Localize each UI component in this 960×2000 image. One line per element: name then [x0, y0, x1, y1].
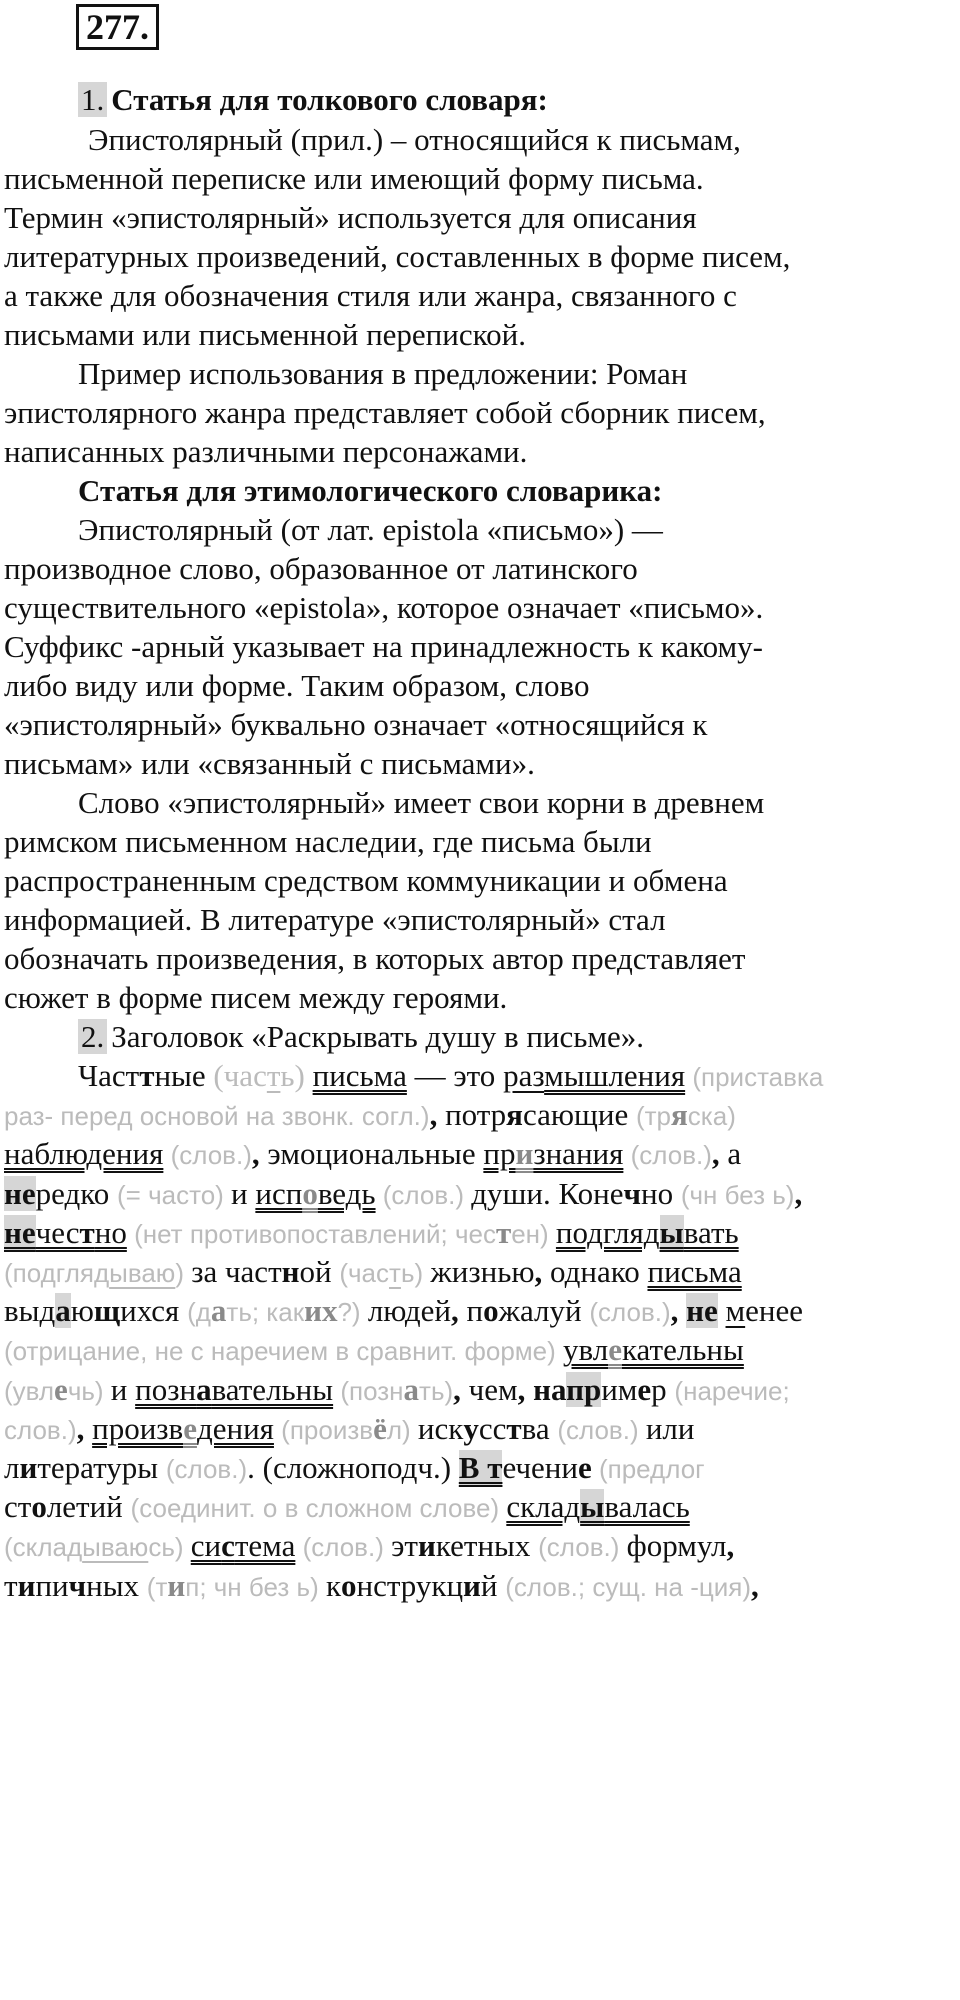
- dictionary-article-heading: Статья для толкового словаря:: [111, 82, 548, 117]
- text-segment: и: [417, 1410, 435, 1446]
- text-segment: сающие: [522, 1097, 636, 1133]
- text-segment: (слов.): [375, 1179, 472, 1210]
- text-segment: (слов.; сущ. на -ция): [505, 1571, 752, 1602]
- text-segment: т: [495, 1214, 512, 1250]
- text-segment: ,: [451, 1293, 467, 1329]
- text-segment: ,: [794, 1175, 803, 1211]
- text-segment: и: [19, 1450, 38, 1485]
- text-segment: ч: [623, 1175, 641, 1211]
- text-segment: хся: [136, 1293, 188, 1329]
- text-segment: щ: [93, 1293, 121, 1329]
- text-segment: я: [506, 1097, 523, 1133]
- text-segment: ы: [580, 1489, 605, 1525]
- text-segment: (слов.): [589, 1297, 671, 1328]
- text-segment: а: [210, 1293, 227, 1329]
- text-line: сюжет в форме писем между героями.: [4, 980, 508, 1015]
- text-segment: т: [506, 1410, 522, 1446]
- text-segment: на: [533, 1371, 567, 1407]
- text-segment: е: [54, 1371, 68, 1407]
- text-line: письменной переписке или имеющий форму письма.: [4, 161, 704, 196]
- text-segment: подгляд: [555, 1214, 660, 1250]
- text-segment: наблюдения: [4, 1136, 164, 1172]
- text-segment: (час: [213, 1058, 267, 1093]
- text-line: написанных различными персонажами.: [4, 434, 528, 469]
- text-line: существительного «epistola», которое означает «письмо».: [4, 590, 764, 625]
- text-segment: е: [608, 1332, 622, 1368]
- text-segment: пи: [35, 1567, 69, 1603]
- text-segment: чес: [35, 1214, 80, 1250]
- text-segment: ,: [534, 1254, 551, 1289]
- text-segment: к: [325, 1567, 342, 1603]
- text-segment: души. Коне: [471, 1175, 624, 1211]
- text-segment: я: [671, 1097, 688, 1133]
- text-segment: и: [120, 1293, 137, 1329]
- text-segment: нструкц: [356, 1567, 464, 1603]
- text-segment: ,: [726, 1528, 735, 1564]
- text-segment: пр: [566, 1371, 602, 1407]
- text-line: литературных произведений, составленных в форме писем,: [4, 239, 791, 274]
- text-line: а также для обозначения стиля или жанра, связанного с: [4, 278, 737, 313]
- text-segment: дения: [196, 1410, 274, 1446]
- annotated-line: [4, 1370, 790, 1411]
- text-segment: пр: [483, 1136, 516, 1172]
- text-segment: ска): [687, 1101, 736, 1132]
- text-segment: кетных: [435, 1528, 539, 1564]
- text-segment: мышления: [544, 1058, 686, 1093]
- text-segment: слов.): [4, 1414, 77, 1445]
- text-segment: (отрицание, не с наречием в сравнит. форме): [4, 1336, 563, 1367]
- text-segment: ст: [4, 1489, 32, 1525]
- text-line: Суффикс -арный указывает на принадлежность к какому-: [4, 629, 763, 664]
- text-segment: ываю: [82, 1532, 149, 1563]
- text-segment: о: [31, 1489, 47, 1525]
- text-line: обозначать произведения, в которых автор представляет: [4, 941, 746, 976]
- text-segment: ?): [337, 1297, 368, 1328]
- text-segment: произв: [92, 1410, 184, 1446]
- text-segment: (произв: [273, 1414, 374, 1445]
- text-segment: исп: [255, 1175, 303, 1211]
- text-segment: ,: [517, 1371, 534, 1407]
- text-segment: т: [139, 1058, 155, 1093]
- text-segment: и: [515, 1136, 534, 1172]
- text-segment: ва: [521, 1410, 558, 1446]
- text-segment: т: [389, 1258, 401, 1288]
- text-segment: ь): [280, 1058, 313, 1093]
- text-line: Эпистолярный (прил.) – относящийся к письмам,: [88, 122, 741, 157]
- text-segment: тема: [234, 1528, 296, 1564]
- text-segment: ю: [70, 1293, 94, 1329]
- text-segment: е: [183, 1410, 197, 1446]
- text-line: информацией. В литературе «эпистолярный» стал: [4, 902, 666, 937]
- text-segment: (= часто): [117, 1179, 232, 1210]
- text-segment: енее: [745, 1293, 804, 1329]
- text-segment: ываю: [109, 1258, 176, 1288]
- text-segment: тературы: [37, 1450, 166, 1485]
- text-segment: [718, 1293, 726, 1328]
- text-segment: ь): [400, 1258, 431, 1288]
- text-line: Слово «эпистолярный» имеет свои корни в древнем: [78, 785, 765, 820]
- text-line: эпистолярного жанра представляет собой сборник писем,: [4, 395, 766, 430]
- text-segment: (слов.): [557, 1414, 646, 1445]
- text-segment: у: [463, 1410, 479, 1446]
- text-segment: п: [466, 1293, 484, 1329]
- text-segment: (позн: [333, 1375, 404, 1406]
- text-line: Пример использования в предложении: Роман: [78, 356, 688, 391]
- annotated-line: [4, 1095, 736, 1136]
- text-segment: ,: [453, 1371, 469, 1407]
- text-segment: (слов.): [295, 1532, 392, 1563]
- text-segment: или: [645, 1410, 695, 1446]
- text-segment: и: [167, 1567, 186, 1603]
- text-segment: сс: [478, 1410, 507, 1446]
- text-line: Термин «эпистолярный» используется для описания: [4, 200, 697, 235]
- text-segment: людей: [367, 1293, 451, 1329]
- text-segment: увл: [563, 1332, 609, 1368]
- annotated-line: [4, 1487, 690, 1528]
- annotated-line: [4, 1409, 695, 1450]
- text-segment: сь): [148, 1532, 191, 1563]
- annotated-line: [78, 1056, 823, 1097]
- text-segment: не: [4, 1214, 36, 1250]
- text-segment: т: [266, 1058, 281, 1093]
- text-segment: ,: [76, 1410, 93, 1446]
- text-segment: ): [175, 1258, 192, 1288]
- section-2-marker: 2.: [78, 1019, 107, 1054]
- text-segment: (предлог: [591, 1454, 705, 1484]
- text-segment: и: [17, 1567, 36, 1603]
- text-segment: знания: [533, 1136, 624, 1172]
- text-segment: им: [601, 1371, 638, 1407]
- text-segment: (приставка: [685, 1062, 824, 1092]
- annotated-line: [4, 1134, 741, 1175]
- text-segment: ,: [251, 1136, 268, 1172]
- text-segment: л): [386, 1414, 418, 1445]
- text-segment: ,: [670, 1293, 687, 1329]
- text-segment: и: [110, 1371, 136, 1407]
- text-segment: Част: [78, 1058, 140, 1093]
- text-segment: но: [640, 1175, 681, 1211]
- text-segment: ных: [86, 1567, 147, 1603]
- text-segment: раз- перед основой на звонк. согл.): [4, 1101, 430, 1132]
- text-segment: (склад: [4, 1532, 83, 1563]
- text-segment: ,: [751, 1567, 759, 1603]
- text-segment: ск: [434, 1410, 464, 1446]
- annotated-line: [4, 1330, 744, 1371]
- text-segment: т: [4, 1567, 18, 1603]
- text-segment: чем: [468, 1371, 518, 1407]
- text-segment: жизнью: [430, 1254, 535, 1289]
- text-segment: л: [4, 1450, 20, 1485]
- text-segment: раз: [503, 1058, 545, 1093]
- text-segment: н: [281, 1254, 300, 1289]
- text-segment: эмоциональные: [267, 1136, 484, 1172]
- text-line: распространенным средством коммуникации и обмена: [4, 863, 728, 898]
- text-segment: (подгляд: [4, 1258, 110, 1288]
- text-segment: (т: [146, 1571, 168, 1602]
- text-segment: кательны: [621, 1332, 744, 1368]
- text-segment: и: [231, 1175, 256, 1211]
- text-segment: ведь: [317, 1175, 376, 1211]
- text-segment: но: [94, 1214, 127, 1250]
- text-segment: (соединит. о в сложном слове): [130, 1493, 507, 1524]
- text-segment: си: [190, 1528, 222, 1564]
- annotated-line: [4, 1213, 739, 1254]
- annotated-line: [4, 1291, 803, 1332]
- text-segment: (увл: [4, 1375, 55, 1406]
- section-2-title: Заголовок «Раскрывать душу в письме».: [111, 1019, 645, 1054]
- text-segment: (д: [187, 1297, 211, 1328]
- annotated-line: [4, 1252, 742, 1293]
- text-segment: не: [686, 1293, 718, 1329]
- text-segment: э: [391, 1528, 405, 1564]
- text-segment: письма: [312, 1058, 407, 1093]
- section-1-marker: 1.: [78, 82, 107, 117]
- text-segment: потр: [445, 1097, 507, 1133]
- text-segment: р: [651, 1371, 675, 1407]
- text-segment: жалуй: [498, 1293, 590, 1329]
- text-segment: е: [577, 1450, 592, 1485]
- text-segment: ть; как: [226, 1297, 305, 1328]
- text-segment: за част: [191, 1254, 282, 1289]
- text-segment: т: [404, 1528, 418, 1564]
- text-segment: чь): [67, 1375, 111, 1406]
- text-segment: е: [637, 1371, 652, 1407]
- text-segment: формул: [626, 1528, 727, 1564]
- text-segment: ть): [419, 1375, 454, 1406]
- text-segment: склад: [506, 1489, 581, 1525]
- text-segment: (нет противопоставлений; чес: [126, 1218, 496, 1249]
- text-segment: а: [196, 1371, 212, 1407]
- text-segment: с: [221, 1528, 235, 1564]
- text-segment: о: [302, 1175, 318, 1211]
- text-segment: (слов.): [163, 1140, 252, 1171]
- text-segment: (слов.): [623, 1140, 712, 1171]
- text-segment: (слов.): [165, 1454, 248, 1484]
- text-segment: ные: [154, 1058, 214, 1093]
- text-segment: — это: [406, 1058, 504, 1093]
- text-segment: вательны: [211, 1371, 334, 1407]
- text-segment: ё: [373, 1410, 387, 1446]
- text-segment: их: [304, 1293, 338, 1329]
- text-segment: й: [480, 1567, 506, 1603]
- text-segment: валась: [604, 1489, 690, 1525]
- text-segment: (наречие;: [674, 1375, 790, 1406]
- text-segment: м: [725, 1293, 746, 1329]
- text-segment: о: [341, 1567, 357, 1603]
- annotated-line: [4, 1526, 734, 1567]
- text-segment: позн: [135, 1371, 197, 1407]
- section-1-heading: [78, 80, 548, 120]
- text-segment: ,: [711, 1136, 728, 1172]
- text-segment: письма: [647, 1254, 742, 1289]
- text-segment: (час: [339, 1258, 390, 1288]
- section-2-heading: [78, 1017, 644, 1057]
- text-segment: (тр: [635, 1101, 672, 1132]
- text-segment: редко: [35, 1175, 117, 1211]
- text-line: либо виду или форме. Таким образом, слово: [4, 668, 590, 703]
- etymology-article-heading: Статья для этимологического словарика:: [78, 473, 663, 508]
- text-line: Эпистолярный (от лат. epistola «письмо») —: [78, 512, 663, 547]
- text-segment: не: [4, 1175, 36, 1211]
- text-segment: ,: [429, 1097, 446, 1133]
- text-segment: вать: [683, 1214, 739, 1250]
- exercise-number: 277.: [76, 4, 159, 50]
- text-segment: ечени: [502, 1450, 578, 1485]
- text-line: письмам» или «связанный с письмами».: [4, 746, 535, 781]
- text-segment: ен): [511, 1218, 556, 1249]
- text-segment: (слов.): [538, 1532, 627, 1563]
- text-segment: а: [403, 1371, 420, 1407]
- text-segment: ч: [68, 1567, 87, 1603]
- text-segment: ой: [299, 1254, 340, 1289]
- text-segment: ы: [659, 1214, 684, 1250]
- text-segment: а: [55, 1293, 71, 1329]
- annotated-line: [4, 1566, 759, 1607]
- text-segment: п; чн без ь): [185, 1571, 326, 1602]
- text-segment: выд: [4, 1293, 56, 1329]
- annotated-line: [4, 1448, 705, 1489]
- text-line: «эпистолярный» буквально означает «относящийся к: [4, 707, 708, 742]
- text-line: римском письменном наследии, где письма были: [4, 824, 652, 859]
- text-segment: а: [727, 1136, 742, 1172]
- text-segment: о: [483, 1293, 499, 1329]
- text-segment: т: [79, 1214, 95, 1250]
- text-segment: (чн без ь): [680, 1179, 795, 1210]
- annotated-line: [4, 1174, 802, 1215]
- text-segment: В т: [458, 1450, 503, 1485]
- text-segment: летий: [46, 1489, 131, 1525]
- text-segment: однако: [550, 1254, 648, 1289]
- text-line: производное слово, образованное от латинского: [4, 551, 638, 586]
- text-segment: и: [417, 1528, 436, 1564]
- text-segment: и: [463, 1567, 481, 1603]
- text-line: письмами или письменной перепиской.: [4, 317, 526, 352]
- text-segment: . (сложноподч.): [247, 1450, 459, 1485]
